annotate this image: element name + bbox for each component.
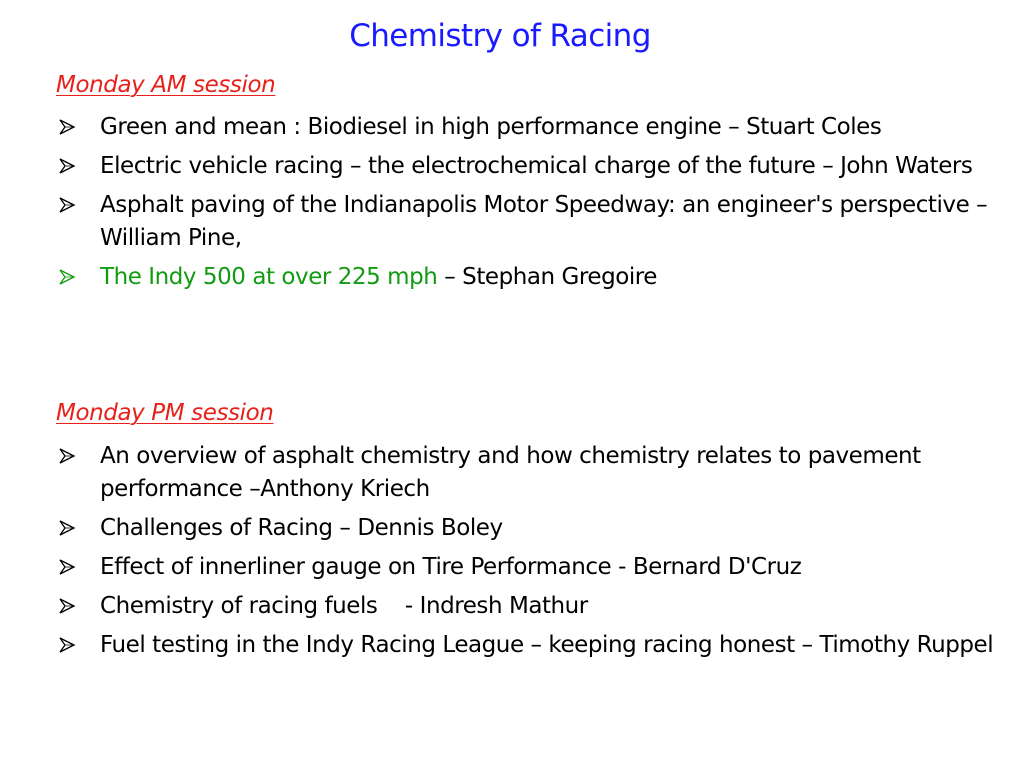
list-item-text: Effect of innerliner gauge on Tire Performance - Bernard D'Cruz bbox=[100, 554, 802, 580]
list-item bbox=[56, 590, 996, 623]
list-item bbox=[56, 261, 996, 294]
list-item-text: An overview of asphalt chemistry and how chemistry relates to pavement performance –Anthony Kriech bbox=[100, 443, 921, 502]
arrow-bullet-icon bbox=[58, 441, 80, 471]
list-item bbox=[56, 111, 996, 144]
list-item bbox=[56, 150, 996, 183]
list-item bbox=[56, 512, 996, 545]
arrow-bullet-icon bbox=[58, 151, 80, 181]
list-item-text: Challenges of Racing – Dennis Boley bbox=[100, 515, 503, 541]
am-session-heading: Monday AM session bbox=[56, 72, 276, 98]
list-item bbox=[56, 440, 996, 506]
arrow-bullet-icon bbox=[58, 112, 80, 142]
arrow-bullet-icon bbox=[58, 630, 80, 660]
list-item-text: Chemistry of racing fuels - Indresh Mathur bbox=[100, 593, 588, 619]
pm-session-list bbox=[56, 440, 996, 668]
arrow-bullet-icon bbox=[58, 190, 80, 220]
list-item bbox=[56, 629, 996, 662]
list-item-text: Electric vehicle racing – the electrochemical charge of the future – John Waters bbox=[100, 153, 973, 179]
list-item-text: Green and mean : Biodiesel in high performance engine – Stuart Coles bbox=[100, 114, 882, 140]
list-item-text: Asphalt paving of the Indianapolis Motor Speedway: an engineer's perspective – William Pine, bbox=[100, 192, 988, 251]
arrow-bullet-icon bbox=[58, 552, 80, 582]
arrow-bullet-icon bbox=[58, 513, 80, 543]
highlighted-talk-title: The Indy 500 at over 225 mph bbox=[100, 264, 438, 290]
slide-title: Chemistry of Racing bbox=[349, 18, 651, 54]
am-session-list bbox=[56, 111, 996, 300]
list-item-text: Fuel testing in the Indy Racing League – keeping racing honest – Timothy Ruppel bbox=[100, 632, 994, 658]
list-item bbox=[56, 189, 996, 255]
list-item bbox=[56, 551, 996, 584]
list-item-speaker: – Stephan Gregoire bbox=[437, 264, 657, 290]
arrow-bullet-icon bbox=[58, 591, 80, 621]
arrow-bullet-icon bbox=[58, 262, 80, 292]
pm-session-heading: Monday PM session bbox=[56, 400, 274, 426]
